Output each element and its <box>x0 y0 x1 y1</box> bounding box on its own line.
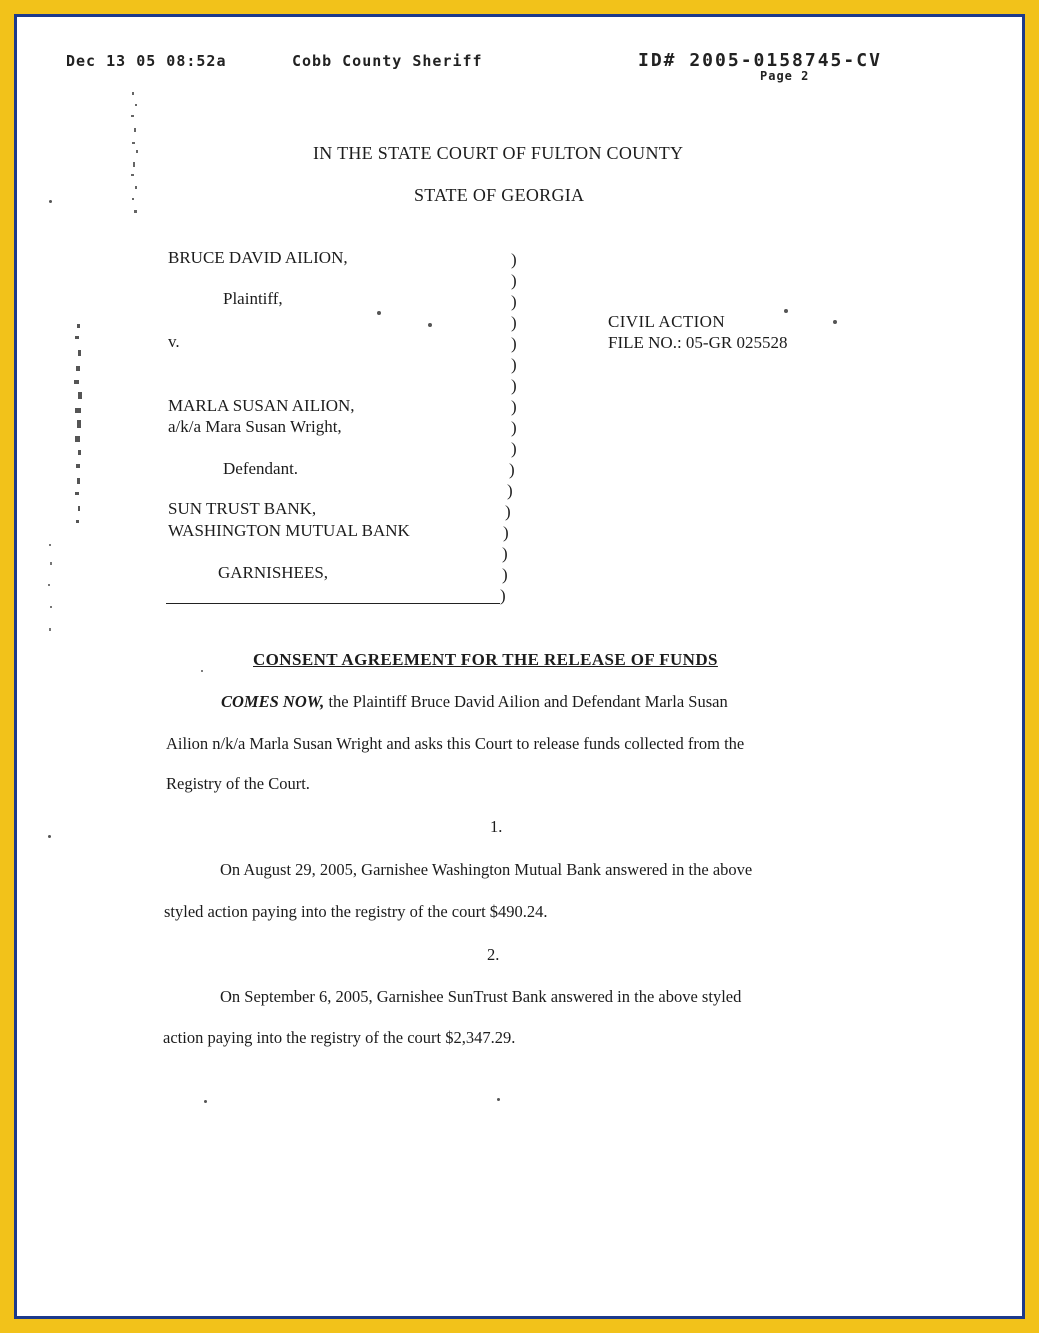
garnishee-washington-mutual: WASHINGTON MUTUAL BANK <box>168 521 410 540</box>
caption-paren: ) <box>511 334 517 353</box>
scan-speck <box>48 835 51 838</box>
caption-paren: ) <box>511 271 517 290</box>
caption-paren: ) <box>509 460 515 479</box>
caption-paren: ) <box>511 250 517 269</box>
caption-paren: ) <box>500 586 506 605</box>
caption-paren: ) <box>511 397 517 416</box>
caption-paren: ) <box>511 355 517 374</box>
defendant-aka: a/k/a Mara Susan Wright, <box>168 417 342 436</box>
scan-speck <box>497 1098 500 1101</box>
scan-speck <box>784 309 788 313</box>
caption-underline <box>166 603 500 604</box>
caption-paren: ) <box>511 376 517 395</box>
scan-speck <box>833 320 837 324</box>
caption-paren: ) <box>511 313 517 332</box>
caption-paren: ) <box>511 418 517 437</box>
paragraph-2-line-2: action paying into the registry of the court $2,347.29. <box>163 1028 516 1047</box>
caption-paren: ) <box>503 523 509 542</box>
plaintiff-name: BRUCE DAVID AILION, <box>168 248 348 267</box>
scan-speck <box>204 1100 207 1103</box>
paragraph-2-line-1: On September 6, 2005, Garnishee SunTrust Bank answered in the above styled <box>220 987 742 1006</box>
fax-id-number: ID# 2005-0158745-CV <box>638 50 882 71</box>
defendant-role: Defendant. <box>223 459 299 478</box>
plaintiff-role: Plaintiff, <box>223 289 283 308</box>
defendant-name: MARLA SUSAN AILION, <box>168 396 355 415</box>
garnishee-sun-trust: SUN TRUST BANK, <box>168 499 317 518</box>
intro-line-3: Registry of the Court. <box>166 774 310 793</box>
paragraph-1-line-2: styled action paying into the registry of the court $490.24. <box>164 902 548 921</box>
paragraph-number-1: 1. <box>490 817 503 836</box>
versus: v. <box>168 332 180 351</box>
intro-line-1 <box>221 692 728 712</box>
paragraph-1-line-1: On August 29, 2005, Garnishee Washington Mutual Bank answered in the above <box>220 860 753 879</box>
caption-paren: ) <box>511 292 517 311</box>
fax-sender: Cobb County Sheriff <box>292 52 483 70</box>
scan-speck <box>428 323 432 327</box>
intro-line-2: Ailion n/k/a Marla Susan Wright and asks this Court to release funds collected from the <box>166 734 745 753</box>
scan-speck <box>377 311 381 315</box>
caption-paren: ) <box>505 502 511 521</box>
court-state: STATE OF GEORGIA <box>414 185 585 205</box>
scan-noise-side <box>72 320 86 530</box>
caption-paren: ) <box>502 544 508 563</box>
caption-paren: ) <box>511 439 517 458</box>
comes-now-lead: COMES NOW, <box>221 692 325 711</box>
scan-speck <box>201 670 203 672</box>
caption-paren: ) <box>507 481 513 500</box>
scan-noise-top <box>128 90 142 220</box>
court-name: IN THE STATE COURT OF FULTON COUNTY <box>313 143 684 163</box>
garnishees-role: GARNISHEES, <box>218 563 329 582</box>
document-title: CONSENT AGREEMENT FOR THE RELEASE OF FUNDS <box>253 650 718 669</box>
fax-page-label: Page 2 <box>760 69 810 83</box>
scan-noise-lower <box>44 540 58 640</box>
fax-date-time: Dec 13 05 08:52a <box>66 52 227 70</box>
scan-speck <box>49 200 52 203</box>
intro-line-1-text: the Plaintiff Bruce David Ailion and Defendant Marla Susan <box>324 692 728 711</box>
paragraph-number-2: 2. <box>487 945 500 964</box>
caption-paren: ) <box>502 565 508 584</box>
civil-action-label: CIVIL ACTION <box>608 312 726 331</box>
file-number: FILE NO.: 05-GR 025528 <box>608 333 788 352</box>
